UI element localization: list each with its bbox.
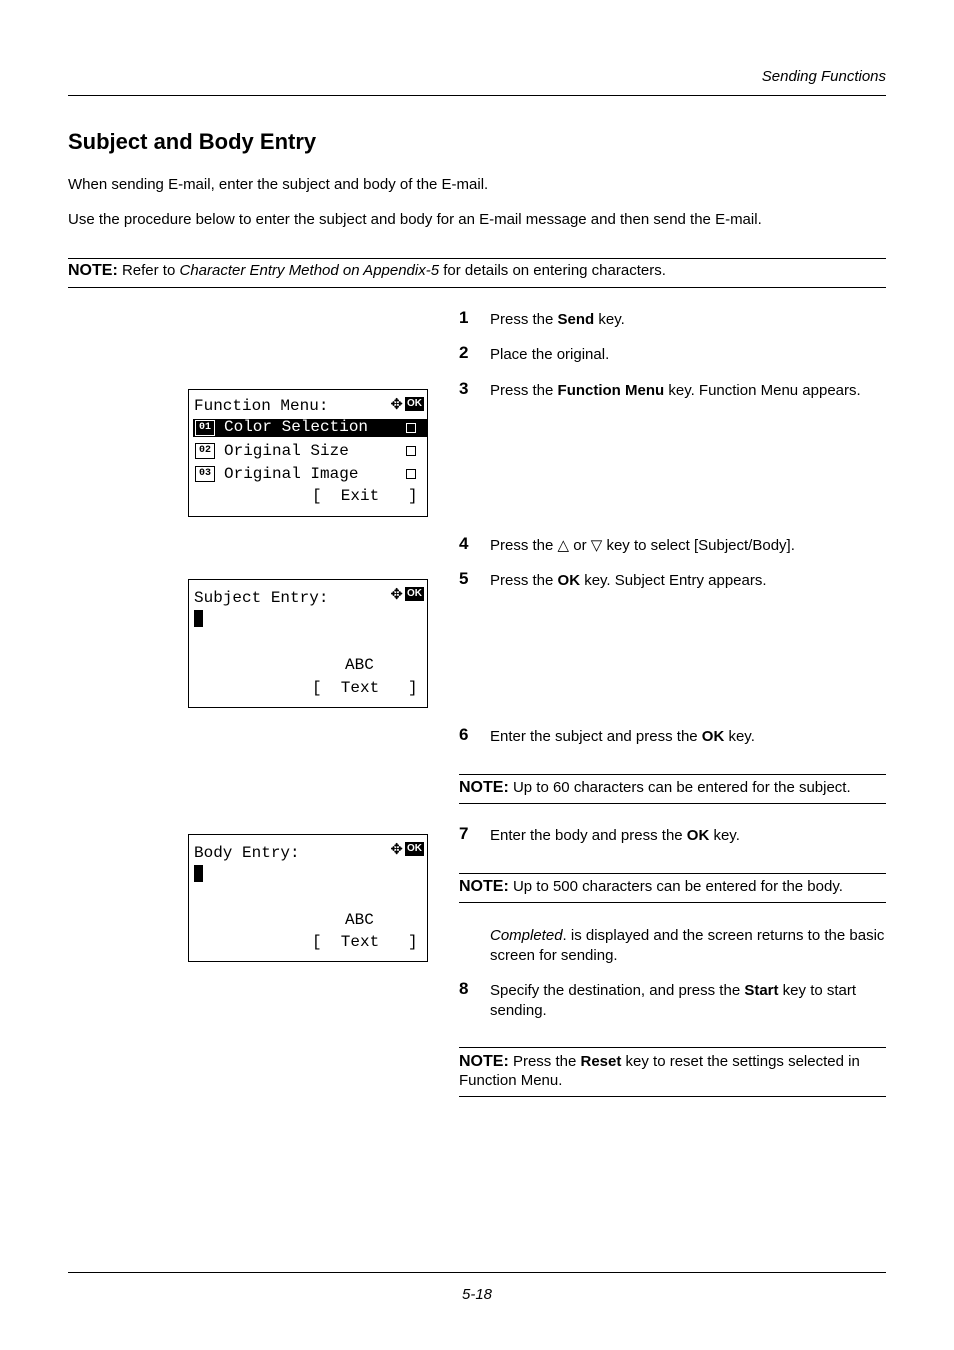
four-way-arrows-icon: ✥ bbox=[390, 840, 403, 858]
lcd-body-entry bbox=[188, 834, 428, 962]
input-mode-label: ABC bbox=[345, 911, 374, 929]
item-number-icon: 03 bbox=[195, 466, 215, 482]
completed-text: . is displayed and the screen returns to the basic screen for sending. bbox=[490, 927, 885, 964]
step-text: Press the △ or ▽ key to select [Subject/Body]. bbox=[490, 537, 795, 554]
completed-word: Completed bbox=[490, 927, 563, 944]
step-text-end: key. bbox=[594, 311, 625, 328]
ok-icon: OK bbox=[407, 398, 422, 409]
page-title: Subject and Body Entry bbox=[68, 129, 317, 154]
note-text: Refer to bbox=[117, 262, 180, 279]
note-text: Press the bbox=[508, 1053, 581, 1070]
step-number: 2 bbox=[459, 343, 469, 362]
step-text-end: key. bbox=[709, 827, 740, 844]
page-number: 5-18 bbox=[461, 1286, 493, 1303]
step-number: 6 bbox=[459, 725, 469, 744]
step-text: Specify the destination, and press the bbox=[490, 982, 745, 999]
four-way-arrows-icon: ✥ bbox=[390, 395, 403, 413]
item-number-icon: 01 bbox=[195, 420, 215, 436]
subject-note bbox=[459, 778, 886, 797]
intro-paragraph-1: When sending E-mail, enter the subject and body of the E-mail. bbox=[68, 176, 489, 193]
step-text-end: key to start sending. bbox=[490, 982, 857, 1019]
ok-icon: OK bbox=[407, 843, 422, 854]
running-header: Sending Functions bbox=[761, 68, 886, 85]
reset-note bbox=[459, 1052, 886, 1090]
text-cursor bbox=[194, 865, 203, 882]
note-text: Up to 500 characters can be entered for the body. bbox=[508, 878, 843, 895]
menu-item-original-image[interactable]: Original Image bbox=[224, 465, 359, 483]
softkey-text[interactable]: [ Text ] bbox=[312, 933, 418, 951]
header-rule bbox=[68, 95, 886, 96]
ok-icon: OK bbox=[407, 588, 422, 599]
text-cursor bbox=[194, 610, 203, 627]
step-number: 4 bbox=[459, 534, 469, 553]
note-top-rule bbox=[68, 258, 886, 259]
note-label: NOTE: bbox=[459, 779, 509, 796]
note-text-end: for details on entering characters. bbox=[439, 262, 666, 279]
note-label: NOTE: bbox=[459, 1053, 509, 1070]
main-note bbox=[68, 262, 666, 280]
body-note-top-rule bbox=[459, 873, 886, 874]
step-text: Place the original. bbox=[490, 346, 610, 363]
step-number: 5 bbox=[459, 569, 469, 588]
lcd-title: Body Entry: bbox=[194, 844, 300, 862]
step-number: 1 bbox=[459, 308, 469, 327]
note-label: NOTE: bbox=[459, 878, 509, 895]
lcd-title: Subject Entry: bbox=[194, 589, 329, 607]
key-name: OK bbox=[701, 728, 725, 745]
step-number: 7 bbox=[459, 824, 469, 843]
key-name: OK bbox=[686, 827, 710, 844]
step-text: Enter the body and press the bbox=[490, 827, 687, 844]
footer-rule bbox=[68, 1272, 886, 1273]
four-way-arrows-icon: ✥ bbox=[390, 585, 403, 603]
note-reference: Character Entry Method on Appendix-5 bbox=[179, 262, 440, 279]
step-text-end: key. Subject Entry appears. bbox=[580, 572, 767, 589]
item-number-icon: 02 bbox=[195, 443, 215, 459]
step-number: 3 bbox=[459, 379, 469, 398]
step-text: Enter the subject and press the bbox=[490, 728, 702, 745]
input-mode-label: ABC bbox=[345, 656, 374, 674]
note-text: Up to 60 characters can be entered for the subject. bbox=[508, 779, 851, 796]
checkbox-icon bbox=[406, 469, 416, 479]
step-text-end: key. Function Menu appears. bbox=[664, 382, 861, 399]
key-name: Reset bbox=[580, 1053, 622, 1070]
body-note bbox=[459, 877, 886, 896]
checkbox-icon bbox=[406, 423, 416, 433]
note-label: NOTE: bbox=[68, 262, 118, 279]
key-name: Start bbox=[744, 982, 779, 999]
key-name: Send bbox=[557, 311, 595, 328]
lcd-title: Function Menu: bbox=[194, 397, 329, 415]
subject-note-top-rule bbox=[459, 774, 886, 775]
note-bottom-rule bbox=[68, 287, 886, 288]
menu-item-color-selection[interactable]: Color Selection bbox=[224, 418, 369, 436]
note-text-end: key to reset the settings selected in Function Menu. bbox=[459, 1053, 860, 1089]
softkey-text[interactable]: [ Text ] bbox=[312, 679, 418, 697]
key-name: OK bbox=[557, 572, 581, 589]
lcd-subject-entry bbox=[188, 579, 428, 708]
key-name: Function Menu bbox=[557, 382, 665, 399]
reset-note-top-rule bbox=[459, 1047, 886, 1048]
checkbox-icon bbox=[406, 446, 416, 456]
step-text: Press the bbox=[490, 382, 558, 399]
softkey-exit[interactable]: [ Exit ] bbox=[312, 487, 418, 505]
step-text: Press the bbox=[490, 311, 558, 328]
menu-item-original-size[interactable]: Original Size bbox=[224, 442, 349, 460]
subject-note-bottom-rule bbox=[459, 803, 886, 804]
step-text: Press the bbox=[490, 572, 558, 589]
intro-paragraph-2: Use the procedure below to enter the subject and body for an E-mail message and then send the E-mail. bbox=[68, 211, 762, 228]
reset-note-bottom-rule bbox=[459, 1096, 886, 1097]
lcd-function-menu bbox=[188, 389, 428, 517]
step-text-end: key. bbox=[724, 728, 755, 745]
step-number: 8 bbox=[459, 979, 469, 998]
body-note-bottom-rule bbox=[459, 902, 886, 903]
